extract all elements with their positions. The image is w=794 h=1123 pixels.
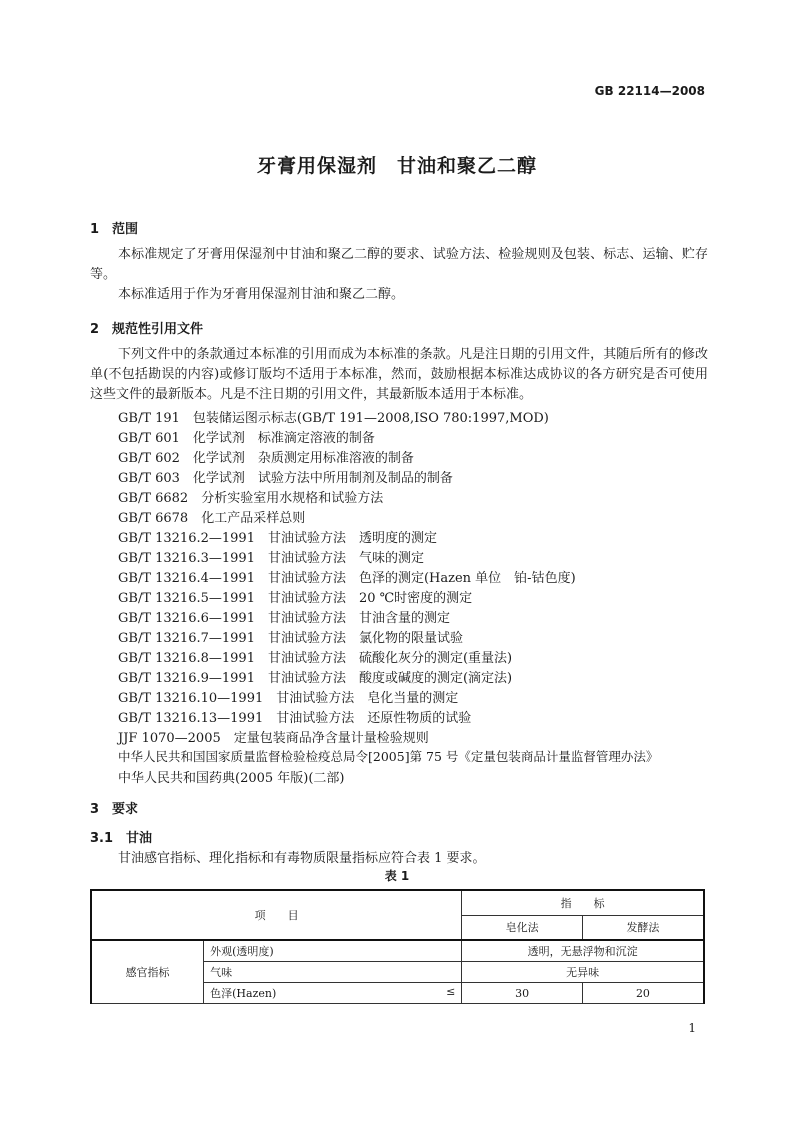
reference-item: 中华人民共和国药典(2005 年版)(二部)	[118, 771, 345, 786]
table-row-value-fermentation: 20	[582, 983, 704, 1004]
table-row-value-saponification: 30	[462, 983, 583, 1004]
reference-item: GB/T 13216.6—1991 甘油试验方法 甘油含量的测定	[118, 611, 450, 626]
section-1-paragraph-2: 本标准适用于作为牙膏用保湿剂甘油和聚乙二醇。	[118, 287, 405, 302]
reference-item: JJF 1070—2005 定量包装商品净含量计量检验规则	[118, 731, 429, 746]
section-1-paragraph-1: 本标准规定了牙膏用保湿剂中甘油和聚乙二醇的要求、试验方法、检验规则及包装、标志、运输、贮存等。	[90, 247, 708, 282]
table-row-label: 气味	[204, 962, 462, 983]
table-row-value: 无异味	[462, 962, 704, 983]
table-header-saponification: 皂化法	[462, 915, 583, 940]
reference-item: GB/T 6678 化工产品采样总则	[118, 511, 306, 526]
reference-item: GB/T 13216.4—1991 甘油试验方法 色泽的测定(Hazen 单位 铂-钴色度)	[118, 571, 576, 586]
reference-item: GB/T 13216.2—1991 甘油试验方法 透明度的测定	[118, 531, 437, 546]
reference-item: GB/T 13216.9—1991 甘油试验方法 酸度或碱度的测定(滴定法)	[118, 671, 513, 686]
table-row-label-cell	[204, 983, 462, 1004]
reference-item: GB/T 603 化学试剂 试验方法中所用制剂及制品的制备	[118, 471, 453, 486]
table-row-value: 透明，无悬浮物和沉淀	[462, 940, 704, 962]
table-header-fermentation: 发酵法	[582, 915, 704, 940]
reference-item: GB/T 13216.13—1991 甘油试验方法 还原性物质的试验	[118, 711, 472, 726]
reference-item: GB/T 13216.3—1991 甘油试验方法 气味的测定	[118, 551, 424, 566]
page-number: 1	[688, 1021, 696, 1035]
less-equal-symbol: ≤	[446, 985, 456, 998]
reference-item: GB/T 191 包装储运图示标志(GB/T 191—2008,ISO 780:1997,MOD)	[118, 411, 549, 426]
reference-item: GB/T 601 化学试剂 标准滴定溶液的制备	[118, 431, 375, 446]
section-2-heading: 2 规范性引用文件	[90, 322, 204, 337]
table-header-index: 指 标	[462, 890, 704, 915]
section-2-intro: 下列文件中的条款通过本标准的引用而成为本标准的条款。凡是注日期的引用文件，其随后所有的修改单(不包括勘误的内容)或修订版均不适用于本标准，然而，鼓励根据本标准达成协议的各方研究是否可使用这些文件的最新版本。凡是不注日期的引用文件，其最新版本适用于本标准。	[90, 347, 708, 402]
table-row-label: 外观(透明度)	[204, 940, 462, 962]
document-title: 牙膏用保湿剂 甘油和聚乙二醇	[256, 155, 537, 177]
section-3-1-heading: 3.1 甘油	[90, 831, 153, 846]
section-3-1-paragraph: 甘油感官指标、理化指标和有毒物质限量指标应符合表 1 要求。	[118, 851, 486, 866]
section-3-heading: 3 要求	[90, 802, 139, 817]
table-header-item: 项 目	[91, 890, 462, 940]
table-row-label: 色泽(Hazen)	[210, 987, 277, 1000]
requirements-table	[90, 889, 705, 1004]
reference-item: GB/T 13216.10—1991 甘油试验方法 皂化当量的测定	[118, 691, 459, 706]
reference-item: 中华人民共和国国家质量监督检验检疫总局令[2005]第 75 号《定量包装商品计量监督管理办法》	[118, 749, 659, 764]
reference-item: GB/T 13216.7—1991 甘油试验方法 氯化物的限量试验	[118, 631, 463, 646]
standard-number: GB 22114—2008	[594, 84, 705, 98]
table-group-label: 感官指标	[91, 940, 204, 1004]
reference-item: GB/T 602 化学试剂 杂质测定用标准溶液的制备	[118, 451, 414, 466]
reference-item: GB/T 6682 分析实验室用水规格和试验方法	[118, 491, 384, 506]
section-1-heading: 1 范围	[90, 222, 139, 237]
reference-item: GB/T 13216.5—1991 甘油试验方法 20 ℃时密度的测定	[118, 591, 473, 606]
reference-item: GB/T 13216.8—1991 甘油试验方法 硫酸化灰分的测定(重量法)	[118, 651, 513, 666]
table-caption: 表 1	[384, 869, 410, 883]
